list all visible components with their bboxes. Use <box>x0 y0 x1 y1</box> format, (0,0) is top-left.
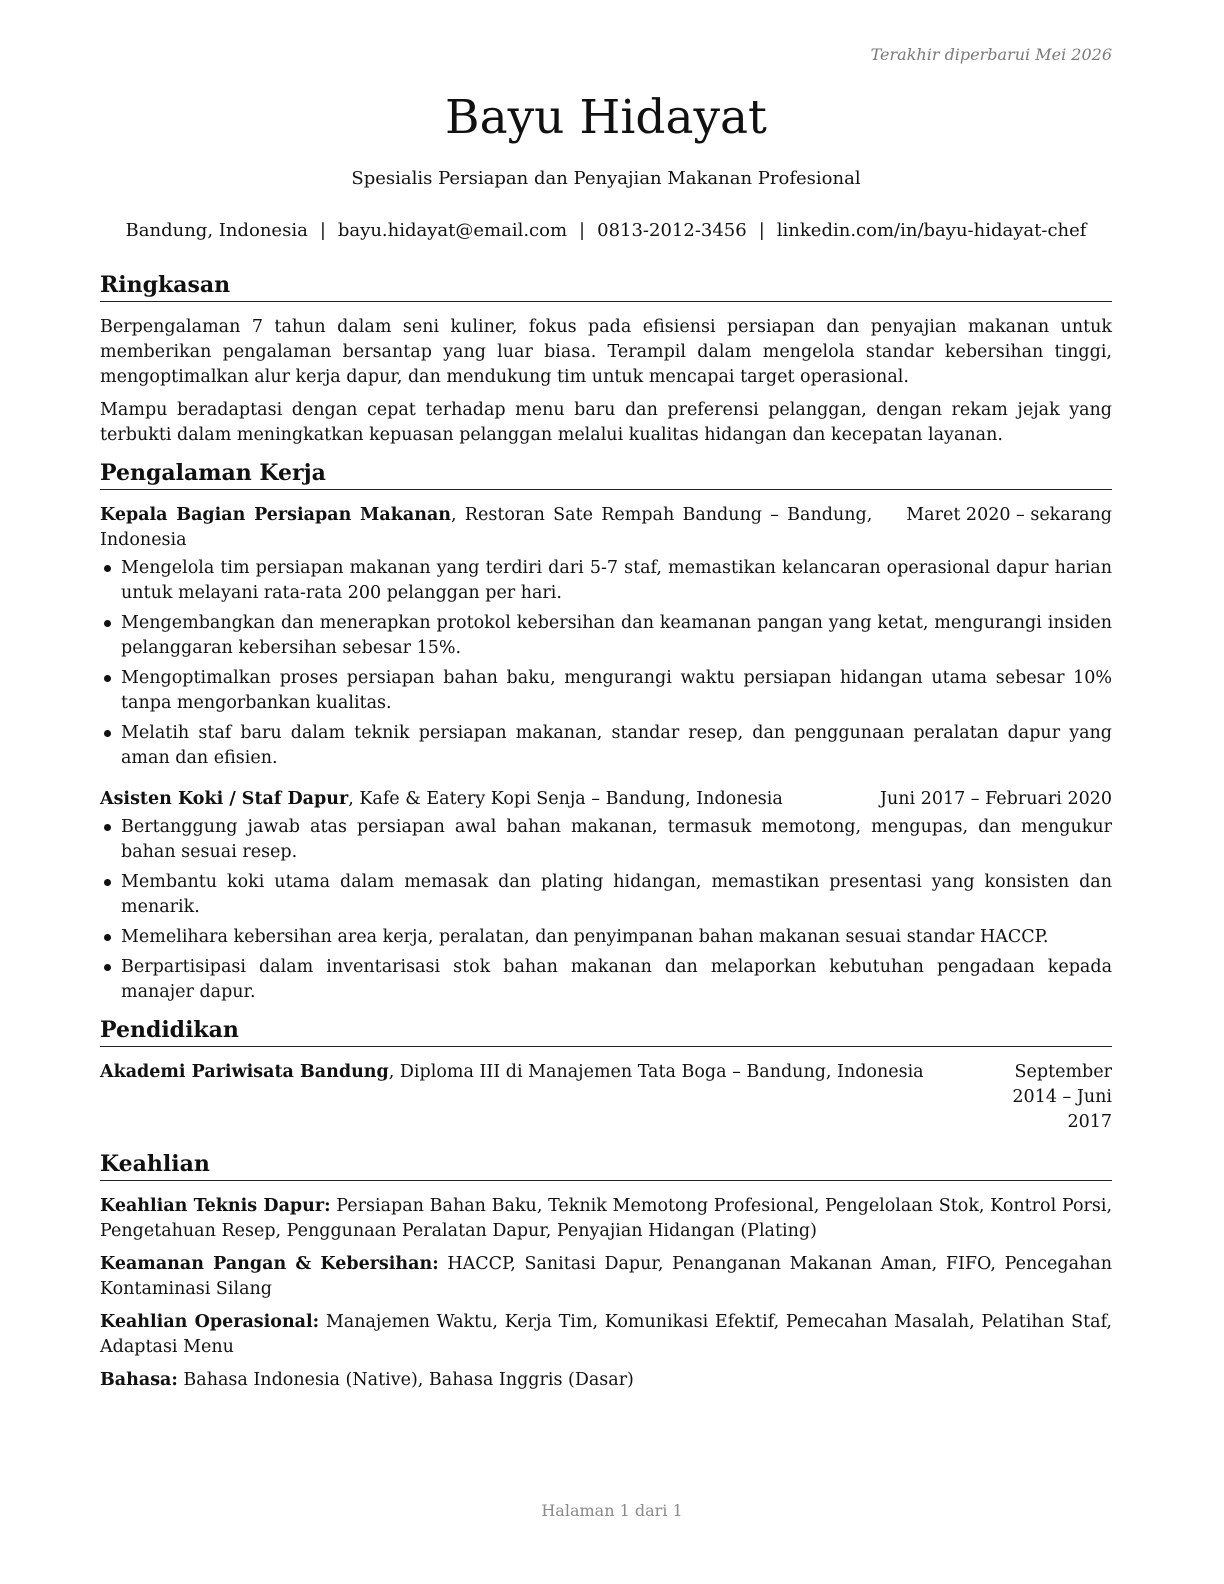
education-section <box>100 1015 1112 1135</box>
summary-section <box>100 270 1112 448</box>
contact-linkedin: linkedin.com/in/bayu-hidayat-chef <box>776 220 1087 241</box>
section-heading-education: Pendidikan <box>100 1015 1112 1047</box>
experience-section <box>100 458 1112 1005</box>
skill-row <box>100 1194 1112 1244</box>
school-name: Akademi Pariwisata Bandung <box>100 1062 389 1082</box>
job-bullet: Mengelola tim persiapan makanan yang terdiri dari 5-7 staf, memastikan kelancaran operasional dapur harian untuk melayani rata-rata 200 pelanggan per hari. <box>100 556 1112 606</box>
contact-line <box>100 220 1112 241</box>
job-dates: Maret 2020 – sekarang <box>906 505 1112 525</box>
job-bullet: Membantu koki utama dalam memasak dan plating hidangan, memastikan presentasi yang konsisten dan menarik. <box>100 870 1112 920</box>
person-name: Bayu Hidayat <box>445 90 767 145</box>
professional-tagline: Spesialis Persiapan dan Penyajian Makanan Profesional <box>351 168 861 189</box>
summary-paragraph: Berpengalaman 7 tahun dalam seni kuliner, fokus pada efisiensi persiapan dan penyajian makanan untuk memberikan pengalaman bersantap yang luar biasa. Terampil dalam mengelola standar kebersihan tinggi, mengoptimalkan alur kerja dapur, dan mendukung tim untuk mencapai target operasional. <box>100 317 1112 387</box>
job-bullet: Mengembangkan dan menerapkan protokol kebersihan dan keamanan pangan yang ketat, mengurangi insiden pelanggaran kebersihan sebesar 15%. <box>100 611 1112 661</box>
skill-row <box>100 1310 1112 1360</box>
job-title: Asisten Koki / Staf Dapur <box>100 789 349 809</box>
degree-detail: , Diploma III di Manajemen Tata Boga – Bandung, Indonesia <box>388 1062 924 1082</box>
summary-paragraph: Mampu beradaptasi dengan cepat terhadap menu baru dan preferensi pelanggan, dengan rekam jejak yang terbukti dalam meningkatkan kepuasan pelanggan melalui kualitas hidangan dan kecepatan layanan. <box>100 400 1112 445</box>
job-entry <box>100 787 1112 1005</box>
contact-phone: 0813-2012-3456 <box>597 220 747 241</box>
education-dates: September 2014 – Juni 2017 <box>1012 1062 1112 1132</box>
skill-value: Bahasa Indonesia (Native), Bahasa Inggris (Dasar) <box>177 1370 634 1390</box>
job-title: Kepala Bagian Persiapan Makanan <box>100 505 452 525</box>
skill-label: Bahasa: <box>100 1370 178 1390</box>
resume-body <box>100 270 1112 1403</box>
contact-separator: | <box>579 220 586 241</box>
job-bullet: Melatih staf baru dalam teknik persiapan makanan, standar resep, dan penggunaan peralatan dapur yang aman dan efisien. <box>100 721 1112 771</box>
contact-email: bayu.hidayat@email.com <box>337 220 568 241</box>
job-bullet-list <box>100 815 1112 1005</box>
job-dates: Juni 2017 – Februari 2020 <box>879 789 1112 809</box>
contact-location: Bandung, Indonesia <box>125 220 308 241</box>
job-bullet: Bertanggung jawab atas persiapan awal bahan makanan, termasuk memotong, mengupas, dan mengukur bahan sesuai resep. <box>100 815 1112 865</box>
skill-value: HACCP, Sanitasi Dapur, Penanganan Makanan Aman, FIFO, Pencegahan Kontaminasi Silang <box>100 1254 1112 1299</box>
skill-label: Keahlian Teknis Dapur: <box>100 1196 331 1216</box>
skill-label: Keamanan Pangan & Kebersihan: <box>100 1254 439 1274</box>
job-header <box>100 503 1112 553</box>
skill-row <box>100 1368 1112 1393</box>
section-heading-skills: Keahlian <box>100 1149 1112 1181</box>
contact-separator: | <box>319 220 326 241</box>
skill-label: Keahlian Operasional: <box>100 1312 320 1332</box>
job-bullet: Mengoptimalkan proses persiapan bahan baku, mengurangi waktu persiapan hidangan utama sebesar 10% tanpa mengorbankan kualitas. <box>100 666 1112 716</box>
job-header <box>100 787 1112 812</box>
job-organization: , Kafe & Eatery Kopi Senja – Bandung, Indonesia <box>348 789 783 809</box>
section-heading-experience: Pengalaman Kerja <box>100 458 1112 490</box>
job-bullet: Memelihara kebersihan area kerja, peralatan, dan penyimpanan bahan makanan sesuai standar HACCP. <box>100 925 1112 950</box>
job-bullet: Berpartisipasi dalam inventarisasi stok bahan makanan dan melaporkan kebutuhan pengadaan kepada manajer dapur. <box>100 955 1112 1005</box>
skill-row <box>100 1252 1112 1302</box>
section-heading-summary: Ringkasan <box>100 270 1112 302</box>
contact-separator: | <box>758 220 765 241</box>
page-number: Halaman 1 dari 1 <box>541 1501 683 1520</box>
skill-value: Persiapan Bahan Baku, Teknik Memotong Profesional, Pengelolaan Stok, Kontrol Porsi, Pengetahuan Resep, Penggunaan Peralatan Dapur, Penyajian Hidangan (Plating) <box>100 1196 1113 1241</box>
skills-section <box>100 1149 1112 1393</box>
last-updated-note: Terakhir diperbarui Mei 2026 <box>870 45 1112 64</box>
job-organization: , Restoran Sate Rempah Bandung – Bandung, Indonesia <box>100 505 873 550</box>
job-bullet-list <box>100 556 1112 771</box>
job-entry <box>100 503 1112 771</box>
education-entry <box>100 1060 1112 1135</box>
skill-value: Manajemen Waktu, Kerja Tim, Komunikasi Efektif, Pemecahan Masalah, Pelatihan Staf, Adaptasi Menu <box>100 1312 1112 1357</box>
